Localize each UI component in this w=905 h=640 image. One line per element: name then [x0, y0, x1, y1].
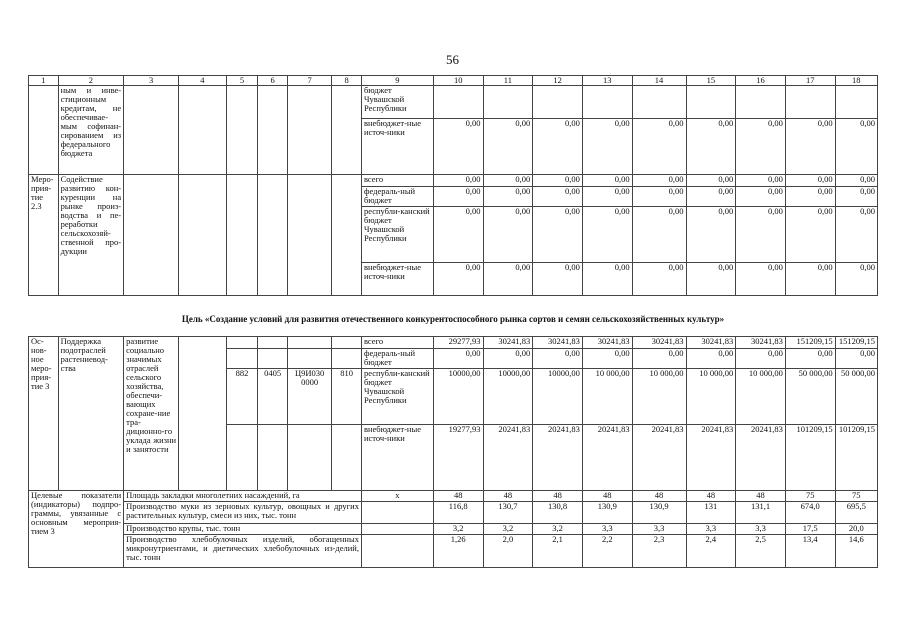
column-number: 2 [58, 76, 124, 86]
measure-code-cell [29, 86, 59, 119]
table-row: внебюджет-ные источ-ники 19277,93 20241,83 20241,83 20241,83 20241,83 20241,83 20241,83 101209,15 101209,15 [29, 425, 878, 491]
source-cell: республи-канский бюджет Чувашской Республики [361, 207, 433, 263]
column-number: 3 [124, 76, 179, 86]
grbs-code: 882 [226, 369, 258, 425]
goal-link-cell: развитие социально значимых отраслей сельского хозяйства, обеспечи-вающих сохране-ние тра-диционно-го уклада жизни и занятости [124, 337, 179, 491]
column-number: 5 [226, 76, 258, 86]
indicator-unit [361, 502, 433, 524]
vr-code: 810 [332, 369, 362, 425]
table-row: Меро-прия-тие 2.3 Содействие развитию кон-куренции на рынке произ-водства и пе-реработки сельскохозяй-ственной про-дукции всего 0,00 0,00 0,00 0,00 0,00 0,00 0,00 0,00 0,00 [29, 175, 878, 187]
indicator-name: Производство крупы, тыс. тонн [124, 524, 362, 535]
column-number: 8 [332, 76, 362, 86]
source-cell: федераль-ный бюджет [361, 349, 433, 369]
column-number: 15 [686, 76, 736, 86]
table-row: Ос-нов-ное меро-прия-тие 3 Поддержка подотраслей растениевод-ства развитие социально значимых отраслей сельского хозяйства, обеспечи-вающих сохране-ние тра-диционно-го уклада жизни и занятости всего 29277,93 30241,83 30241,83 30241,83 30241,83 30241,83 30241,83 151209,15 151209,15 [29, 337, 878, 349]
column-number: 14 [632, 76, 686, 86]
column-number: 10 [433, 76, 483, 86]
column-number: 7 [287, 76, 331, 86]
indicator-name: Площадь закладки многолетних насаждений, га [124, 491, 362, 502]
indicator-row: Производство муки из зерновых культур, овощных и других растительных культур, смеси из них, тыс. тонн 116,8 130,7 130,8 130,9 130,9 131 131,1 674,0 695,5 [29, 502, 878, 524]
indicator-name: Производство хлебобулочных изделий, обогащенных микронутриентами, и диетических хлебобулочных из-делий, тыс. тонн [124, 535, 362, 568]
column-number-row [29, 76, 878, 86]
budget-table-upper [28, 75, 878, 296]
page-number: 56 [446, 52, 459, 67]
indicator-row: Производство хлебобулочных изделий, обогащенных микронутриентами, и диетических хлебобулочных из-делий, тыс. тонн 1,26 2,0 2,1 2,2 2,3 2,4 2,5 13,4 14,6 [29, 535, 878, 568]
source-cell: внебюджет-ные источ-ники [361, 425, 433, 491]
column-number: 16 [736, 76, 786, 86]
measure-name-cell: Поддержка подотраслей растениевод-ства [58, 337, 124, 491]
table-row: внебюджет-ные источ-ники 0,00 0,00 0,00 0,00 0,00 0,00 0,00 0,00 0,00 [29, 263, 878, 296]
indicator-unit [361, 535, 433, 568]
table-row: федераль-ный бюджет 0,00 0,00 0,00 0,00 0,00 0,00 0,00 0,00 0,00 [29, 349, 878, 369]
indicator-row: Производство крупы, тыс. тонн 3,2 3,2 3,2 3,3 3,3 3,3 3,3 17,5 20,0 [29, 524, 878, 535]
column-number: 9 [361, 76, 433, 86]
source-cell: всего [361, 337, 433, 349]
measure-code-cell: Ос-нов-ное меро-прия-тие 3 [29, 337, 59, 491]
measure-name-cell: Содействие развитию кон-куренции на рынке произ-водства и пе-реработки сельскохозяй-ственной про-дукции [58, 175, 124, 296]
budget-table-lower [28, 336, 878, 568]
table-row: 882 0405 Ц9И030 0000 810 республи-канский бюджет Чувашской Республики 10000,00 10000,00 10000,00 10 000,00 10 000,00 10 000,00 10 000,00 50 000,00 50 000,00 [29, 369, 878, 425]
table-row [29, 86, 878, 119]
indicators-label: Целевые показатели (индикаторы) подпро-граммы, увязанные с основным мероприя-тием 3 [29, 491, 124, 568]
source-cell: внебюджет-ные источ-ники [361, 263, 433, 296]
indicator-unit: х [361, 491, 433, 502]
column-number: 18 [835, 76, 877, 86]
indicator-row: Целевые показатели (индикаторы) подпро-граммы, увязанные с основным мероприя-тием 3 Площадь закладки многолетних насаждений, га х 48 48 48 48 48 48 48 75 75 [29, 491, 878, 502]
column-number: 13 [582, 76, 632, 86]
source-cell: бюджет Чувашской Республики [361, 86, 433, 119]
measure-name-cell: ным и инве-стиционным кредитам, не обеспечивае-мым софинан-сированием из федерального бюджета [58, 86, 124, 175]
source-cell: внебюджет-ные источ-ники [361, 119, 433, 175]
goal-title: Цель «Создание условий для развития отечественного конкурентоспособного рынка сортов и семян сельскохозяйственных культур» [181, 314, 725, 324]
rzpr-code: 0405 [258, 369, 288, 425]
column-number: 11 [483, 76, 533, 86]
column-number: 1 [29, 76, 59, 86]
column-number: 6 [258, 76, 288, 86]
table-row: внебюджет-ные источ-ники 0,00 0,00 0,00 0,00 0,00 0,00 0,00 0,00 0,00 [29, 119, 878, 175]
column-number: 12 [533, 76, 583, 86]
source-cell: республи-канский бюджет Чувашской Республики [361, 369, 433, 425]
column-number: 17 [785, 76, 835, 86]
indicator-name: Производство муки из зерновых культур, овощных и других растительных культур, смеси из них, тыс. тонн [124, 502, 362, 524]
source-cell: федераль-ный бюджет [361, 187, 433, 207]
csr-code: Ц9И030 0000 [287, 369, 331, 425]
table-row: республи-канский бюджет Чувашской Республики 0,00 0,00 0,00 0,00 0,00 0,00 0,00 0,00 0,00 [29, 207, 878, 263]
indicator-unit [361, 524, 433, 535]
source-cell: всего [361, 175, 433, 187]
column-number: 4 [179, 76, 227, 86]
measure-code-cell: Меро-прия-тие 2.3 [29, 175, 59, 296]
table-row: федераль-ный бюджет 0,00 0,00 0,00 0,00 0,00 0,00 0,00 0,00 0,00 [29, 187, 878, 207]
